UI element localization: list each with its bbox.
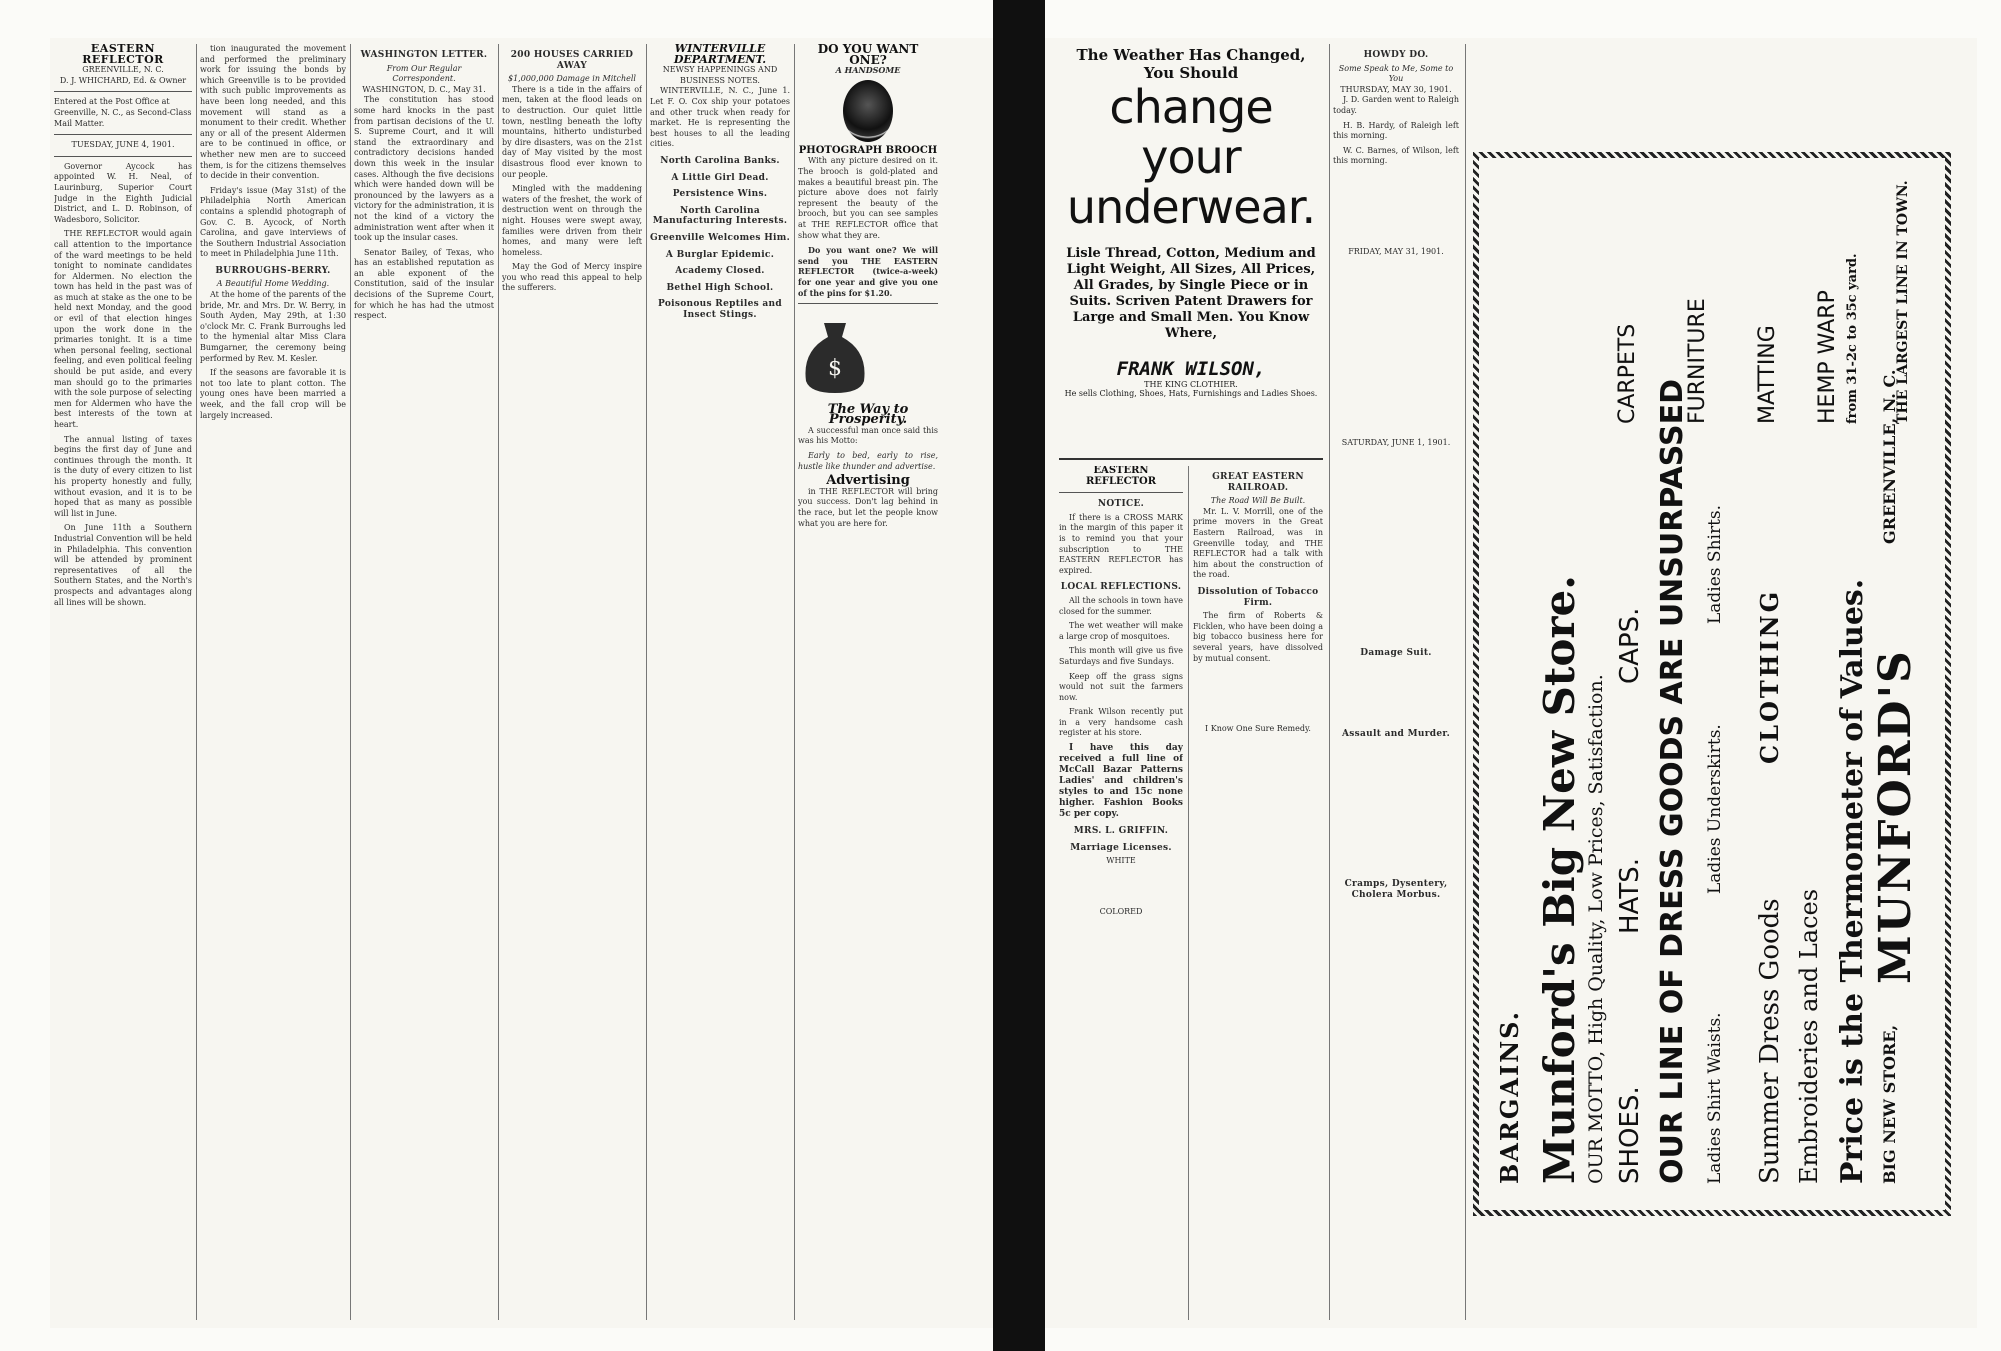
paragraph: Do you want one? We will send you THE EASTERN REFLECTOR (twice-a-week) for one year and give you one of the pins for $1.20. [798, 245, 938, 298]
paragraph: The annual listing of taxes begins the first day of June and continues through the month. It is the duty of every citizen to list his property honestly and fully, without evasion, and it is to be hoped that as many as possible will list in June. [54, 434, 192, 518]
subheadline: A Beautiful Home Wedding. [216, 279, 330, 289]
ad-headline: Advertising [826, 473, 910, 489]
headline: Dissolution of Tobacco Firm. [1197, 586, 1319, 608]
paragraph: W. C. Barnes, of Wilson, left this morning. [1333, 145, 1459, 166]
paragraph: Mingled with the maddening waters of the freshet, the work of destruction went on through the night. Houses were swept away, families were driven from their homes, and many were left homeless. [502, 184, 642, 257]
munford-ad [1485, 164, 1939, 1204]
ad-city: GREENVILLE, N. C. [1880, 369, 1899, 544]
paragraph: The wet weather will make a large crop of mosquitoes. [1059, 621, 1183, 641]
subheadline: COLORED [1099, 906, 1143, 916]
subheadline: From Our Regular Correspondent. [386, 63, 462, 84]
headline: A Burglar Epidemic. [665, 249, 775, 260]
paragraph: Friday's issue (May 31st) of the Philadelphia North American contains a splendid photograph of Gov. C. B. Aycock, of North Carolina, and gave interviews of the Southern Industrial Association to meet in Philadelphia June 11th. [200, 185, 346, 259]
headline: NOTICE. [1097, 499, 1145, 510]
headline: A Little Girl Dead. [671, 172, 769, 183]
headline: Assault and Murder. [1341, 728, 1451, 739]
ad-item: Ladies Shirts. [1705, 504, 1725, 624]
money-bag-illustration [798, 315, 872, 395]
headline: GREAT EASTERN RAILROAD. [1212, 472, 1304, 493]
headline: Cramps, Dysentery, Cholera Morbus. [1344, 879, 1448, 900]
masthead-date: TUESDAY, JUNE 4, 1901. [71, 140, 175, 150]
right-page [1045, 38, 1977, 1328]
dateline: FRIDAY, MAY 31, 1901. [1348, 246, 1444, 256]
paragraph: WINTERVILLE, N. C., June 1. Let F. O. Cox ship your potatoes and other truck when ready for market. He is representing the best houses to all the leading cities. [650, 86, 790, 149]
headline: Bethel High School. [666, 282, 774, 293]
headline: North Carolina Banks. [660, 155, 780, 166]
paragraph: This month will give us five Saturdays and five Sundays. [1059, 646, 1183, 666]
paragraph: J. D. Garden went to Raleigh today. [1333, 95, 1459, 115]
column-winterville [650, 44, 790, 1324]
paragraph: If the seasons are favorable it is not too late to plant cotton. The young ones have been married a week, and the fall crop will be largely increased. [200, 368, 346, 420]
headline: North Carolina Manufacturing Interests. [652, 205, 788, 227]
subheadline: WHITE [1106, 856, 1136, 866]
brooch-illustration [843, 80, 893, 142]
ad-category: CLOTHING [1755, 588, 1784, 764]
paragraph: At the home of the parents of the bride, Mr. and Mrs. Dr. W. Berry, in South Ayden, May 29th, at 1:30 o'clock Mr. C. Frank Burroughs led to the hymenial altar Miss Clara Bumgarner, the ceremony being performed by Rev. M. Kesler. [200, 290, 346, 363]
ad-store-line: BIG NEW STORE, [1880, 1024, 1899, 1184]
paragraph: I have this day received a full line of McCall Bazar Patterns Ladies' and children's styles to and 15c none higher. Fashion Books 5c per copy. [1059, 743, 1183, 820]
subheadline: Some Speak to Me, Some to You [1338, 63, 1454, 84]
ad-subhead: A HANDSOME [835, 65, 901, 76]
paragraph: The constitution has stood some hard knocks in the past from partisan decisions of the U. S. Supreme Court, and it will stand the extraordinary and contradictory decisions handed down this week in the insular cases. Although the five decisions which were handed down will be pronounced by the lawyers as a victory for the administration, it is not the kind of a victory the administration went after when it took up the insular cases. [354, 95, 494, 243]
ad-item: Ladies Shirt Waists. [1705, 1012, 1725, 1184]
dateline: THURSDAY, MAY 30, 1901. [1340, 84, 1452, 94]
subheadline: NEWSY HAPPENINGS AND BUSINESS NOTES. [662, 65, 778, 85]
ad-merchant: FRANK WILSON, [1116, 358, 1266, 380]
dateline: SATURDAY, JUNE 1, 1901. [1341, 437, 1451, 447]
masthead-entry: Entered at the Post Office at Greenville, N. C., as Second-Class Mail Matter. [54, 97, 192, 128]
ad-body: Lisle Thread, Cotton, Medium and Light Weight, All Sizes, All Prices, All Grades, by Single Piece or in Suits. Scriven Patent Drawers for Large and Small Men. You Know Where, [1066, 246, 1316, 341]
ad-tagline: He sells Clothing, Shoes, Hats, Furnishings and Ladies Shoes. [1064, 389, 1318, 398]
paragraph: A successful man once said this was his Motto: [798, 425, 938, 446]
paragraph: All the schools in town have closed for the summer. [1059, 595, 1183, 616]
underwear-ad [1059, 46, 1323, 398]
masthead-place: GREENVILLE, N. C. [82, 65, 164, 75]
paragraph: Frank Wilson recently put in a very handsome cash register at his store. [1059, 707, 1183, 738]
column-railroad [1193, 466, 1323, 1324]
headline: HOWDY DO. [1363, 50, 1429, 60]
ad-category: SHOES. [1615, 1086, 1645, 1184]
ad-banner: BARGAINS. [1495, 1010, 1524, 1184]
headline: WASHINGTON LETTER. [360, 50, 488, 60]
ad-tagline: THE LARGEST LINE IN TOWN. [1895, 180, 1911, 424]
subheadline: I Know One Sure Remedy. [1205, 724, 1311, 734]
ad-category: CARPETS [1615, 323, 1640, 424]
headline: BURROUGHS-BERRY. [215, 265, 331, 276]
ad-headline: DO YOU WANT ONE? [817, 44, 919, 67]
ad-category: HATS. [1615, 858, 1645, 934]
paragraph: Early to bed, early to rise, hustle like thunder and advertise. [798, 451, 938, 471]
column-flood [502, 44, 642, 1324]
ad-headline: The Way to Prosperity. [827, 401, 909, 428]
paragraph: Keep off the grass signs would not suit the farmers now. [1059, 671, 1183, 702]
column-brooch-ad [798, 44, 938, 1324]
signature: MRS. L. GRIFFIN. [1073, 826, 1169, 837]
ad-price: from 31-2c to 35c yard. [1845, 253, 1860, 424]
paragraph: May the God of Mercy inspire you who read this appeal to help the sufferers. [502, 262, 642, 293]
headline: Persistence Wins. [672, 189, 768, 200]
masthead-owner: D. J. WHICHARD, Ed. & Owner [59, 75, 187, 85]
ad-category: FURNITURE [1685, 298, 1710, 424]
ad-store-name: Munford's Big New Store. [1535, 575, 1584, 1184]
ad-merchant-title: THE KING CLOTHIER. [1144, 380, 1238, 389]
paragraph: If there is a CROSS MARK in the margin of this paper it is to remind you that your subscription to THE EASTERN REFLECTOR has expired. [1059, 512, 1183, 575]
headline: Marriage Licenses. [1070, 842, 1172, 853]
paragraph: Senator Bailey, of Texas, who has an established reputation as an able exponent of the Constitution, said of the insular decisions of the Supreme Court, for which he has had the utmost respect. [354, 247, 494, 321]
paragraph: in THE REFLECTOR will bring you success. Don't lag behind in the race, but let the people know what you are here for. [798, 486, 938, 528]
ad-category: MATTING [1755, 325, 1780, 424]
ad-motto: OUR MOTTO, High Quality, Low Prices, Satisfaction. [1585, 674, 1607, 1184]
subheadline: $1,000,000 Damage in Mitchell [508, 74, 636, 84]
ad-category: Summer Dress Goods [1755, 898, 1785, 1184]
paragraph: The firm of Roberts & Ficklen, who have been doing a big tobacco business here for several years, have dissolved by mutual consent. [1193, 611, 1323, 663]
paragraph: On June 11th a Southern Industrial Convention will be held in Philadelphia. This convention will be attended by prominent representatives of all the Southern States, and the North's prospects and advantages along all lines will be shown. [54, 523, 192, 607]
headline: Damage Suit. [1360, 648, 1432, 659]
ad-product: PHOTOGRAPH BROOCH [798, 144, 938, 156]
ad-slogan: Price is the Thermometer of Values. [1835, 578, 1870, 1184]
paragraph: H. B. Hardy, of Raleigh left this morning. [1333, 120, 1459, 141]
page-gutter [993, 0, 1045, 1351]
column-washington [354, 44, 494, 1324]
column-editorial [54, 44, 192, 1324]
paragraph: tion inaugurated the movement and performed the preliminary work for issuing the bonds by which Greenville is to be provided with such public improvements as have been long needed, and this movement will stand as a monument to their credit. Whether any or all of the present Aldermen are to be continued in office, or whether new men are to succeed them, is for the citizens themselves to decide in their convention. [200, 44, 346, 181]
dateline: WASHINGTON, D. C., May 31. [362, 84, 486, 94]
headline: Poisonous Reptiles and Insect Stings. [658, 299, 782, 320]
left-page [50, 38, 993, 1328]
headline: 200 HOUSES CARRIED AWAY [510, 50, 634, 71]
ad-category: Embroideries and Laces [1795, 888, 1823, 1184]
column-personals [1333, 44, 1459, 1324]
paragraph: THE REFLECTOR would again call attention to the importance of the ward meetings to be held tonight to nominate candidates for Aldermen. No election the town has held in the past was of as much at stake as the one to be held next Monday, and the good or evil of that election hinges upon the work done in the primaries tonight. It is a time when personal feeling, sectional feeling, and even political feeling should be put aside, and every man should go to the primaries with the sole purpose of selecting men for Aldermen who have the best interests of the town at heart. [54, 229, 192, 429]
paragraph: Mr. L. V. Morrill, one of the prime movers in the Great Eastern Railroad, was in Greenville today, and THE REFLECTOR had a talk with him about the construction of the road. [1193, 506, 1323, 580]
headline: LOCAL REFLECTIONS. [1060, 582, 1182, 593]
masthead-title: EASTERN REFLECTOR [82, 44, 164, 66]
ad-category: HEMP WARP [1815, 290, 1840, 424]
headline: Academy Closed. [675, 266, 765, 277]
headline: Greenville Welcomes Him. [650, 232, 790, 243]
subheadline: The Road Will Be Built. [1210, 496, 1306, 506]
headline: WINTERVILLE DEPARTMENT. [673, 44, 767, 66]
ad-dress-goods: OUR LINE OF DRESS GOODS ARE UNSURPASSED [1655, 378, 1690, 1184]
ad-store-big: MUNFORD'S [1870, 649, 1921, 984]
column-locals [1059, 466, 1183, 1324]
paragraph: With any picture desired on it. The brooch is gold-plated and makes a beautiful breast pin. The picture above does not fairly represent the beauty of the brooch, but you can see samples at THE REFLECTOR office that show what they are. [798, 156, 938, 240]
ad-item: Ladies Underskirts. [1705, 724, 1725, 894]
column-news-2 [200, 44, 346, 1324]
svg-text:$: $ [828, 356, 842, 382]
paragraph: Governor Aycock has appointed W. H. Neal, of Laurinburg, Superior Court Judge in the Eighth Judicial District, and L. D. Robinson, of Wadesboro, Solicitor. [54, 161, 192, 224]
ad-headline: underwear. [1066, 180, 1316, 234]
paragraph: There is a tide in the affairs of men, taken at the flood leads on to destruction. Our quiet little town, nestling beneath the lofty mountains, hitherto undisturbed by dire disasters, was on the 21st day of May visited by the most disastrous flood ever known to our people. [502, 84, 642, 179]
masthead-title: EASTERN REFLECTOR [1085, 466, 1157, 487]
ad-headline: change your [1109, 80, 1273, 184]
ad-line: The Weather Has Changed, [1076, 46, 1306, 64]
ad-category: CAPS. [1615, 607, 1645, 684]
ad-line: You Should [1143, 64, 1239, 82]
